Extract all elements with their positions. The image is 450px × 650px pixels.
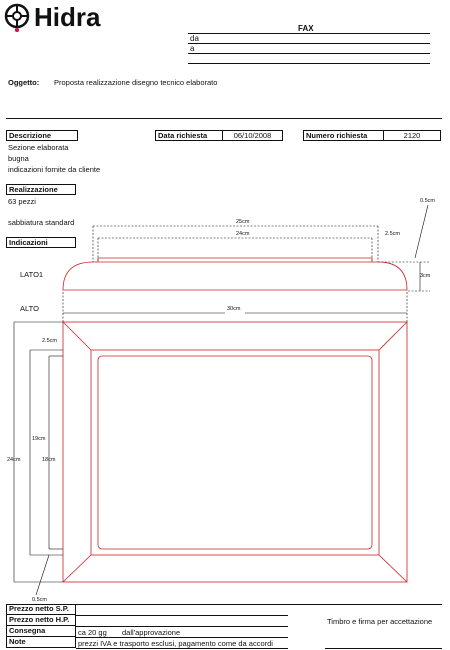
prezzo-sp-label: Prezzo netto S.P. <box>6 604 76 615</box>
dim-2-5cm-left: 2.5cm <box>42 338 57 344</box>
dim-19cm: 19cm <box>32 436 46 442</box>
dim-30cm: 30cm <box>227 306 241 312</box>
consegna-note: dall'approvazione <box>122 628 181 637</box>
alto-label: ALTO <box>20 304 39 313</box>
indicazioni-label: Indicazioni <box>6 237 76 248</box>
numero-richiesta-value: 2120 <box>383 130 441 141</box>
realizzazione-label: Realizzazione <box>6 184 76 195</box>
dim-24cm-left: 24cm <box>7 457 21 463</box>
dim-3cm: 3cm <box>420 273 431 279</box>
descrizione-label: Descrizione <box>6 130 78 141</box>
fax-a-label: a <box>190 44 195 53</box>
descrizione-line-3: indicazioni fornite da cliente <box>8 165 101 174</box>
oggetto-value: Proposta realizzazione disegno tecnico elaborato <box>54 78 218 87</box>
timbro-label: Timbro e firma per accettazione <box>327 617 433 626</box>
dim-0-5cm-bottom: 0.5cm <box>32 597 47 603</box>
consegna-label: Consegna <box>6 626 76 637</box>
dim-24cm-top: 24cm <box>236 231 250 237</box>
svg-text:Hidra: Hidra <box>34 2 101 32</box>
numero-richiesta-label: Numero richiesta <box>303 130 384 141</box>
note-label: Note <box>6 637 76 648</box>
dim-18cm: 18cm <box>42 457 56 463</box>
note-value: prezzi IVA e trasporto esclusi, pagamento come da accordi <box>78 639 273 648</box>
descrizione-line-2: bugna <box>8 154 29 163</box>
data-richiesta-label: Data richiesta <box>155 130 223 141</box>
oggetto-label: Oggetto: <box>8 78 40 87</box>
dim-0-5cm-top: 0.5cm <box>420 198 435 204</box>
descrizione-line-1: Sezione elaborata <box>8 143 69 152</box>
data-richiesta-value: 06/10/2008 <box>222 130 283 141</box>
realizzazione-line-1: 63 pezzi <box>8 197 36 206</box>
dim-2-5cm-top: 2.5cm <box>385 231 400 237</box>
consegna-value: ca 20 gg <box>78 628 107 637</box>
prezzo-hp-label: Prezzo netto H.P. <box>6 615 76 626</box>
fax-title: FAX <box>298 24 314 33</box>
fax-da-label: da <box>190 34 199 43</box>
dim-25cm: 25cm <box>236 219 250 225</box>
realizzazione-line-2: sabbiatura standard <box>8 218 75 227</box>
lato-label: LATO1 <box>20 270 44 279</box>
